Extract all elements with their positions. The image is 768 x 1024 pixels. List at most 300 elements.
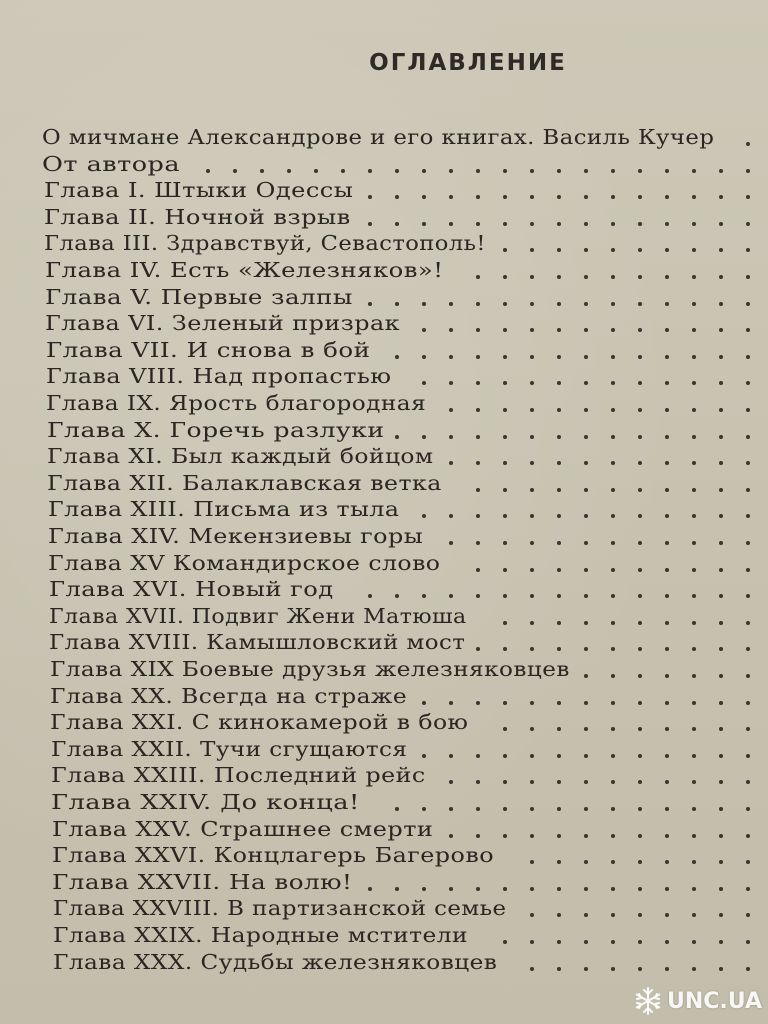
toc-entry: Глава XIX Боевые друзья железняковцев: [50, 657, 570, 681]
dot-leader: [746, 195, 750, 199]
dot-leader: [449, 195, 453, 199]
dot-leader: [530, 381, 534, 385]
dot-leader: [638, 541, 642, 545]
dot-leader: [476, 541, 480, 545]
dot-leader: [530, 169, 534, 173]
dot-leader: [557, 222, 561, 226]
dot-leader: [530, 647, 534, 651]
dot-leader: [611, 727, 615, 731]
dot-leader: [503, 807, 507, 811]
dot-leader: [665, 674, 669, 678]
dot-leader: [449, 169, 453, 173]
dot-leader: [449, 780, 453, 784]
dot-leader: [719, 754, 723, 758]
dot-leader: [719, 514, 723, 518]
dot-leader: [692, 355, 696, 359]
dot-leader: [611, 940, 615, 944]
dot-leader: [611, 248, 615, 252]
dot-leader: [692, 408, 696, 412]
dot-leader: [611, 541, 615, 545]
toc-entry: Глава XIII. Письма из тыла: [48, 497, 400, 522]
dot-leader: [503, 727, 507, 731]
dot-leader: [449, 222, 453, 226]
toc-entry: Глава XXX. Судьбы железняковцев: [53, 949, 498, 974]
dot-leader: [530, 514, 534, 518]
dot-leader: [584, 780, 588, 784]
dot-leader: [692, 222, 696, 226]
dot-leader: [611, 594, 615, 598]
dot-leader: [746, 461, 750, 465]
dot-leader: [746, 568, 750, 572]
dot-leader: [476, 408, 480, 412]
dot-leader: [476, 488, 480, 492]
dot-leader: [665, 568, 669, 572]
toc-entry: Глава XXV. Страшнее смерти: [52, 816, 434, 841]
dot-leader: [557, 195, 561, 199]
dot-leader: [584, 275, 588, 279]
toc-entry: Глава XII. Балаклавская ветка: [47, 470, 442, 495]
toc-entry: Глава XIV. Мекензиевы горы: [48, 524, 424, 548]
dot-leader: [746, 408, 750, 412]
dot-leader: [611, 807, 615, 811]
dot-leader: [557, 647, 561, 651]
dot-leader: [665, 381, 669, 385]
toc-entry: Глава IX. Ярость благородная: [46, 391, 427, 415]
dot-leader: [584, 594, 588, 598]
dot-leader: [422, 594, 426, 598]
dot-leader: [692, 647, 696, 651]
dot-leader: [557, 435, 561, 439]
dot-leader: [638, 328, 642, 332]
dot-leader: [503, 488, 507, 492]
dot-leader: [719, 488, 723, 492]
dot-leader: [584, 913, 588, 917]
toc-entry: Глава XXIX. Народные мстители: [53, 923, 469, 947]
dot-leader: [530, 967, 534, 971]
dot-leader: [611, 169, 615, 173]
dot-leader: [503, 461, 507, 465]
dot-leader: [476, 275, 480, 279]
dot-leader: [557, 355, 561, 359]
dot-leader: [746, 647, 750, 651]
dot-leader: [395, 169, 399, 173]
dot-leader: [422, 302, 426, 306]
dot-leader: [719, 674, 723, 678]
dot-leader: [638, 514, 642, 518]
dot-leader: [530, 621, 534, 625]
dot-leader: [638, 780, 642, 784]
dot-leader: [665, 887, 669, 891]
dot-leader: [692, 674, 696, 678]
dot-leader: [692, 302, 696, 306]
dot-leader: [368, 169, 372, 173]
dot-leader: [557, 860, 561, 864]
dot-leader: [665, 435, 669, 439]
dot-leader: [719, 355, 723, 359]
toc-entry: Глава XXVII. На волю!: [52, 869, 353, 894]
dot-leader: [557, 967, 561, 971]
dot-leader: [422, 222, 426, 226]
dot-leader: [557, 887, 561, 891]
dot-leader: [584, 727, 588, 731]
watermark-text: UNC.UA: [667, 988, 762, 1014]
dot-leader: [746, 621, 750, 625]
dot-leader: [611, 328, 615, 332]
dot-leader: [503, 621, 507, 625]
dot-leader: [584, 887, 588, 891]
dot-leader: [449, 754, 453, 758]
dot-leader: [665, 807, 669, 811]
dot-leader: [719, 647, 723, 651]
dot-leader: [476, 435, 480, 439]
dot-leader: [611, 780, 615, 784]
dot-leader: [530, 222, 534, 226]
dot-leader: [422, 355, 426, 359]
dot-leader: [530, 701, 534, 705]
dot-leader: [638, 461, 642, 465]
toc-entry: Глава XX. Всегда на страже: [50, 683, 408, 708]
toc-entry: Глава XXVIII. В партизанской семье: [53, 896, 507, 921]
dot-leader: [395, 222, 399, 226]
dot-leader: [665, 488, 669, 492]
dot-leader: [719, 621, 723, 625]
dot-leader: [557, 381, 561, 385]
dot-leader: [584, 302, 588, 306]
dot-leader: [557, 621, 561, 625]
dot-leader: [692, 913, 696, 917]
dot-leader: [368, 222, 372, 226]
dot-leader: [503, 834, 507, 838]
dot-leader: [476, 461, 480, 465]
dot-leader: [611, 514, 615, 518]
dot-leader: [449, 594, 453, 598]
dot-leader: [692, 169, 696, 173]
dot-leader: [449, 381, 453, 385]
toc-entry: Глава XVIII. Камышловский мост: [49, 630, 466, 655]
dot-leader: [449, 834, 453, 838]
dot-leader: [638, 195, 642, 199]
dot-leader: [530, 408, 534, 412]
dot-leader: [422, 195, 426, 199]
dot-leader: [584, 834, 588, 838]
dot-leader: [557, 568, 561, 572]
dot-leader: [611, 834, 615, 838]
dot-leader: [395, 355, 399, 359]
dot-leader: [503, 169, 507, 173]
dot-leader: [638, 302, 642, 306]
dot-leader: [746, 169, 750, 173]
dot-leader: [503, 594, 507, 598]
dot-leader: [665, 408, 669, 412]
dot-leader: [557, 913, 561, 917]
dot-leader: [422, 754, 426, 758]
toc-entry: От автора: [42, 151, 181, 176]
dot-leader: [638, 701, 642, 705]
dot-leader: [638, 568, 642, 572]
dot-leader: [584, 355, 588, 359]
dot-leader: [746, 887, 750, 891]
toc-entry: О мичмане Александрове и его книгах. Василь Кучер: [42, 125, 715, 149]
dot-leader: [530, 435, 534, 439]
dot-leader: [557, 488, 561, 492]
dot-leader: [719, 727, 723, 731]
dot-leader: [449, 541, 453, 545]
dot-leader: [368, 887, 372, 891]
dot-leader: [665, 967, 669, 971]
dot-leader: [530, 727, 534, 731]
dot-leader: [422, 887, 426, 891]
toc-entry: Глава XVI. Новый год: [49, 577, 334, 602]
dot-leader: [719, 275, 723, 279]
dot-leader: [449, 328, 453, 332]
dot-leader: [476, 514, 480, 518]
dot-leader: [530, 807, 534, 811]
dot-leader: [557, 514, 561, 518]
dot-leader: [611, 967, 615, 971]
dot-leader: [665, 701, 669, 705]
dot-leader: [584, 621, 588, 625]
dot-leader: [530, 887, 534, 891]
dot-leader: [368, 594, 372, 598]
dot-leader: [611, 621, 615, 625]
dot-leader: [719, 807, 723, 811]
dot-leader: [746, 701, 750, 705]
dot-leader: [530, 355, 534, 359]
dot-leader: [503, 355, 507, 359]
dot-leader: [530, 541, 534, 545]
dot-leader: [530, 275, 534, 279]
dot-leader: [692, 568, 696, 572]
dot-leader: [746, 807, 750, 811]
dot-leader: [719, 860, 723, 864]
toc-entry: Глава III. Здравствуй, Севастополь!: [44, 231, 486, 256]
dot-leader: [557, 169, 561, 173]
dot-leader: [557, 754, 561, 758]
dot-leader: [638, 647, 642, 651]
toc-entry: Глава VII. И снова в бой: [46, 337, 371, 362]
toc-entry: Глава VIII. Над пропастью: [46, 364, 392, 389]
dot-leader: [368, 302, 372, 306]
dot-leader: [611, 674, 615, 678]
dot-leader: [719, 248, 723, 252]
dot-leader: [584, 408, 588, 412]
dot-leader: [638, 381, 642, 385]
dot-leader: [584, 514, 588, 518]
dot-leader: [449, 887, 453, 891]
dot-leader: [665, 248, 669, 252]
page-title: ОГЛАВЛЕНИЕ: [369, 50, 567, 76]
dot-leader: [584, 248, 588, 252]
dot-leader: [719, 222, 723, 226]
dot-leader: [692, 328, 696, 332]
dot-leader: [665, 541, 669, 545]
dot-leader: [422, 807, 426, 811]
dot-leader: [638, 488, 642, 492]
dot-leader: [395, 195, 399, 199]
dot-leader: [314, 169, 318, 173]
dot-leader: [530, 594, 534, 598]
dot-leader: [503, 222, 507, 226]
dot-leader: [638, 887, 642, 891]
dot-leader: [530, 860, 534, 864]
dot-leader: [503, 248, 507, 252]
dot-leader: [665, 913, 669, 917]
dot-leader: [611, 647, 615, 651]
dot-leader: [584, 328, 588, 332]
dot-leader: [719, 568, 723, 572]
dot-leader: [692, 780, 696, 784]
dot-leader: [719, 195, 723, 199]
dot-leader: [746, 594, 750, 598]
dot-leader: [584, 488, 588, 492]
dot-leader: [422, 381, 426, 385]
dot-leader: [746, 381, 750, 385]
dot-leader: [503, 887, 507, 891]
dot-leader: [341, 169, 345, 173]
dot-leader: [530, 302, 534, 306]
dot-leader: [530, 488, 534, 492]
dot-leader: [665, 834, 669, 838]
dot-leader: [476, 754, 480, 758]
dot-leader: [746, 248, 750, 252]
toc-entry: Глава XXIV. До конца!: [51, 790, 360, 814]
dot-leader: [665, 940, 669, 944]
dot-leader: [746, 328, 750, 332]
dot-leader: [665, 754, 669, 758]
dot-leader: [719, 408, 723, 412]
dot-leader: [692, 461, 696, 465]
dot-leader: [665, 647, 669, 651]
dot-leader: [476, 381, 480, 385]
dot-leader: [395, 435, 399, 439]
dot-leader: [611, 568, 615, 572]
dot-leader: [665, 594, 669, 598]
dot-leader: [557, 275, 561, 279]
dot-leader: [746, 913, 750, 917]
dot-leader: [476, 887, 480, 891]
dot-leader: [638, 674, 642, 678]
dot-leader: [665, 461, 669, 465]
dot-leader: [692, 887, 696, 891]
dot-leader: [692, 514, 696, 518]
dot-leader: [503, 408, 507, 412]
dot-leader: [395, 887, 399, 891]
dot-leader: [449, 807, 453, 811]
dot-leader: [422, 169, 426, 173]
dot-leader: [584, 967, 588, 971]
dot-leader: [746, 834, 750, 838]
dot-leader: [692, 834, 696, 838]
toc-entry: Глава X. Горечь разлуки: [47, 417, 385, 442]
dot-leader: [611, 488, 615, 492]
dot-leader: [746, 488, 750, 492]
dot-leader: [692, 860, 696, 864]
dot-leader: [692, 275, 696, 279]
dot-leader: [746, 142, 750, 146]
dot-leader: [503, 701, 507, 705]
dot-leader: [584, 701, 588, 705]
dot-leader: [584, 647, 588, 651]
dot-leader: [476, 328, 480, 332]
toc-entry: Глава XXII. Тучи сгущаются: [51, 736, 408, 761]
dot-leader: [746, 355, 750, 359]
dot-leader: [422, 514, 426, 518]
dot-leader: [611, 701, 615, 705]
dot-leader: [476, 355, 480, 359]
dot-leader: [638, 248, 642, 252]
dot-leader: [692, 594, 696, 598]
dot-leader: [611, 408, 615, 412]
dot-leader: [557, 541, 561, 545]
dot-leader: [584, 461, 588, 465]
dot-leader: [665, 328, 669, 332]
dot-leader: [692, 541, 696, 545]
toc-entry: Глава XXVI. Концлагерь Багерово: [52, 843, 495, 868]
dot-leader: [557, 807, 561, 811]
dot-leader: [638, 594, 642, 598]
dot-leader: [692, 754, 696, 758]
dot-leader: [476, 807, 480, 811]
dot-leader: [611, 887, 615, 891]
dot-leader: [611, 222, 615, 226]
dot-leader: [422, 328, 426, 332]
dot-leader: [638, 807, 642, 811]
toc-entry: Глава II. Ночной взрыв: [44, 204, 351, 229]
dot-leader: [557, 940, 561, 944]
dot-leader: [638, 940, 642, 944]
dot-leader: [692, 381, 696, 385]
dot-leader: [719, 701, 723, 705]
dot-leader: [692, 967, 696, 971]
dot-leader: [692, 727, 696, 731]
dot-leader: [476, 195, 480, 199]
dot-leader: [746, 727, 750, 731]
dot-leader: [557, 780, 561, 784]
dot-leader: [746, 754, 750, 758]
dot-leader: [584, 940, 588, 944]
dot-leader: [449, 408, 453, 412]
dot-leader: [665, 860, 669, 864]
dot-leader: [557, 328, 561, 332]
dot-leader: [557, 461, 561, 465]
dot-leader: [503, 541, 507, 545]
dot-leader: [746, 780, 750, 784]
dot-leader: [638, 222, 642, 226]
dot-leader: [530, 940, 534, 944]
dot-leader: [719, 461, 723, 465]
dot-leader: [665, 302, 669, 306]
dot-leader: [530, 248, 534, 252]
dot-leader: [476, 568, 480, 572]
dot-leader: [584, 435, 588, 439]
dot-leader: [665, 222, 669, 226]
dot-leader: [746, 674, 750, 678]
dot-leader: [719, 780, 723, 784]
dot-leader: [746, 222, 750, 226]
dot-leader: [746, 967, 750, 971]
dot-leader: [692, 701, 696, 705]
snowflake-logo-icon: [633, 986, 663, 1016]
dot-leader: [476, 302, 480, 306]
dot-leader: [233, 169, 237, 173]
dot-leader: [530, 780, 534, 784]
dot-leader: [611, 381, 615, 385]
toc-entry: Глава IV. Есть «Железняков»!: [45, 258, 444, 282]
dot-leader: [503, 195, 507, 199]
dot-leader: [503, 940, 507, 944]
dot-leader: [719, 594, 723, 598]
dot-leader: [584, 195, 588, 199]
